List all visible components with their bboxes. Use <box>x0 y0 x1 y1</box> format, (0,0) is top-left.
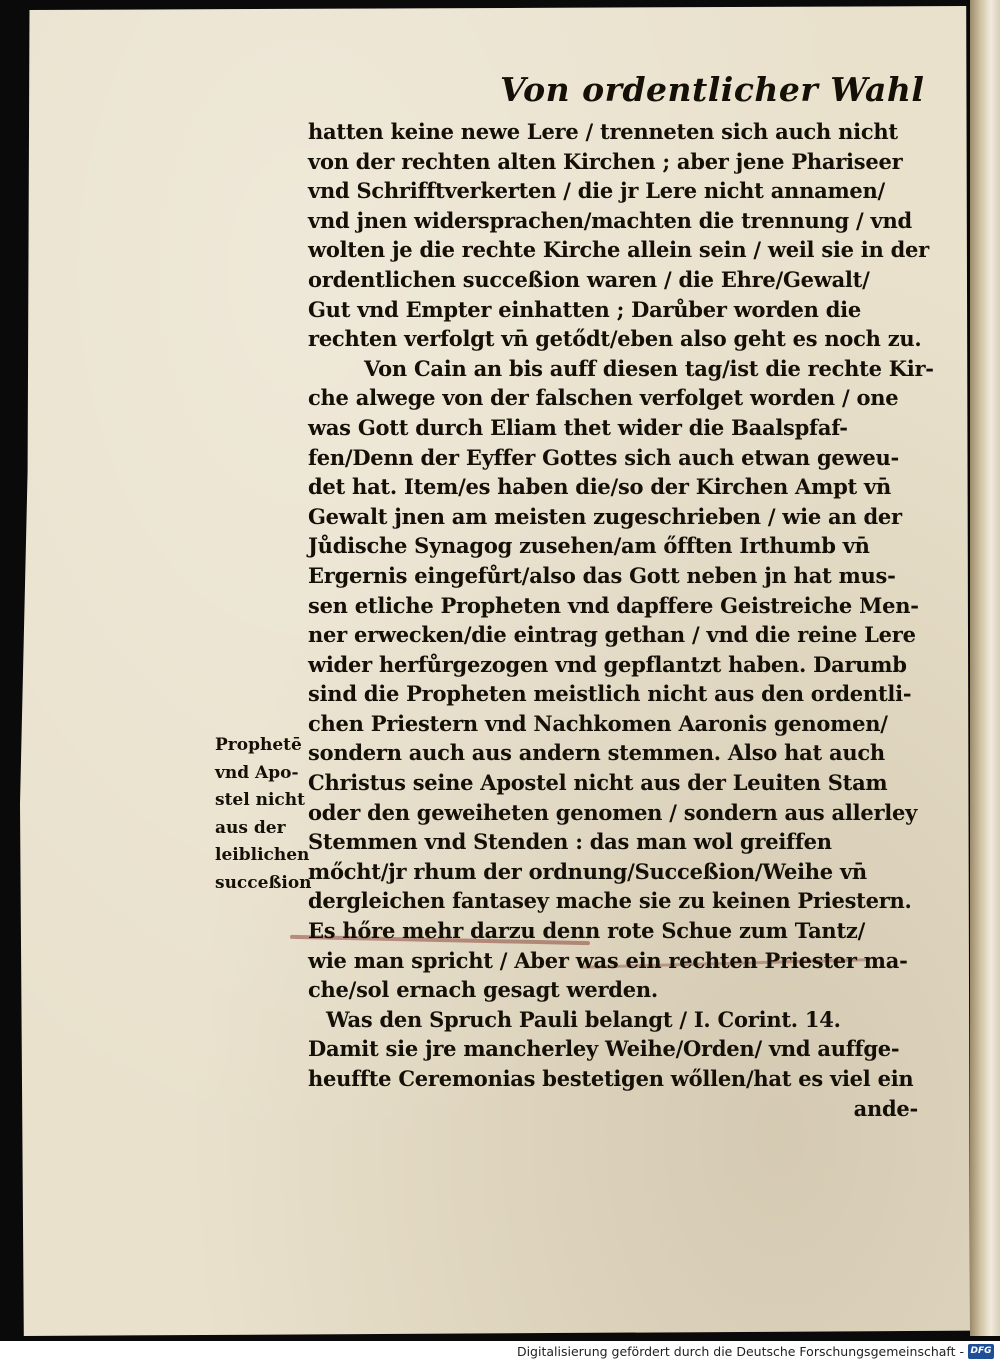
text-line: wider herfůrgezogen vnd gepflantzt haben. Darumb <box>308 651 907 677</box>
text-line: hatten keine newe Lere / trenneten sich auch nicht <box>308 119 898 144</box>
margin-note <box>215 732 320 897</box>
text-line: wolten je die rechte Kirche allein sein / weil sie in der <box>308 237 929 263</box>
text-line: sind die Propheten meistlich nicht aus den ordentli- <box>308 681 912 707</box>
margin-note-line: aus der <box>215 817 286 838</box>
text-line: rechten verfolgt vn̄ getődt/eben also geht es noch zu. <box>308 326 922 352</box>
text-line: heuffte Ceremonias bestetigen wőllen/hat es viel ein <box>308 1066 914 1091</box>
margin-note-line: Prophetē <box>215 735 302 755</box>
footer-credit: Digitalisierung gefördert durch die Deutsche Forschungsgemeinschaft - <box>516 1344 964 1359</box>
text-line: Es hőre mehr darzu denn rote Schue zum Tantz/ <box>308 918 865 944</box>
text-line: vnd jnen widersprachen/machten die trennung / vnd <box>308 207 912 233</box>
text-line: det hat. Item/es haben die/so der Kirchen Ampt vn̄ <box>308 474 891 500</box>
text-line: chen Priestern vnd Nachkomen Aaronis genomen/ <box>308 710 888 736</box>
text-line: Gewalt jnen am meisten zugeschrieben / wie an der <box>308 503 902 529</box>
text-line: sen etliche Propheten vnd dapffere Geistreiche Men- <box>308 592 919 618</box>
text-line: Ergernis eingefůrt/also das Gott neben jn hat mus- <box>308 562 896 588</box>
dfg-logo: DFG <box>968 1344 994 1359</box>
text-line: ordentlichen succeßion waren / die Ehre/Gewalt/ <box>308 266 870 292</box>
margin-note-line: leiblichen <box>215 845 310 865</box>
margin-note-line: vnd Apo- <box>215 762 299 783</box>
text-line: was Gott durch Eliam thet wider die Baalspfaf- <box>308 414 848 440</box>
page-gutter <box>970 0 1000 1336</box>
text-line: Christus seine Apostel nicht aus der Leuiten Stam <box>308 770 888 796</box>
text-line: Damit sie jre mancherley Weihe/Orden/ vnd auffge- <box>308 1036 900 1062</box>
margin-note-line: succeßion <box>215 872 312 893</box>
text-line: Was den Spruch Pauli belangt / I. Corint. 14. <box>326 1006 841 1032</box>
text-line: Jůdische Synagog zusehen/am őfften Irthumb vn̄ <box>308 533 870 559</box>
text-line: oder den geweiheten genomen / sondern aus allerley <box>308 799 918 825</box>
text-line: fen/Denn der Eyffer Gottes sich auch etwan geweu- <box>308 444 899 470</box>
text-line: ner erwecken/die eintrag gethan / vnd die reine Lere <box>308 622 916 648</box>
text-line: sondern auch aus andern stemmen. Also hat auch <box>308 740 885 766</box>
text-line: Gut vnd Empter einhatten ; Darůber worden die <box>308 296 862 322</box>
text-line: Stemmen vnd Stenden : das man wol greiffen <box>308 829 832 855</box>
text-line: wie man spricht / Aber was ein rechten Priester ma- <box>308 947 908 973</box>
body-text-block <box>308 117 948 1123</box>
catchword: ande- <box>853 1095 918 1121</box>
text-line: dergleichen fantasey mache sie zu keinen Priestern. <box>308 888 912 914</box>
text-line: che/sol ernach gesagt werden. <box>308 977 658 1003</box>
text-line: vnd Schrifftverkerten / die jr Lere nicht annamen/ <box>308 178 885 204</box>
footer-bar <box>0 1341 1000 1363</box>
margin-note-line: stel nicht <box>215 790 305 810</box>
text-line: mőcht/jr rhum der ordnung/Succeßion/Weihe vn̄ <box>308 858 867 884</box>
running-head: Von ordentlicher Wahl <box>500 70 925 109</box>
text-line: che alwege von der falschen verfolget worden / one <box>308 385 899 411</box>
text-line: Von Cain an bis auff diesen tag/ist die rechte Kir- <box>364 355 934 381</box>
text-line: von der rechten alten Kirchen ; aber jene Phariseer <box>308 148 903 174</box>
